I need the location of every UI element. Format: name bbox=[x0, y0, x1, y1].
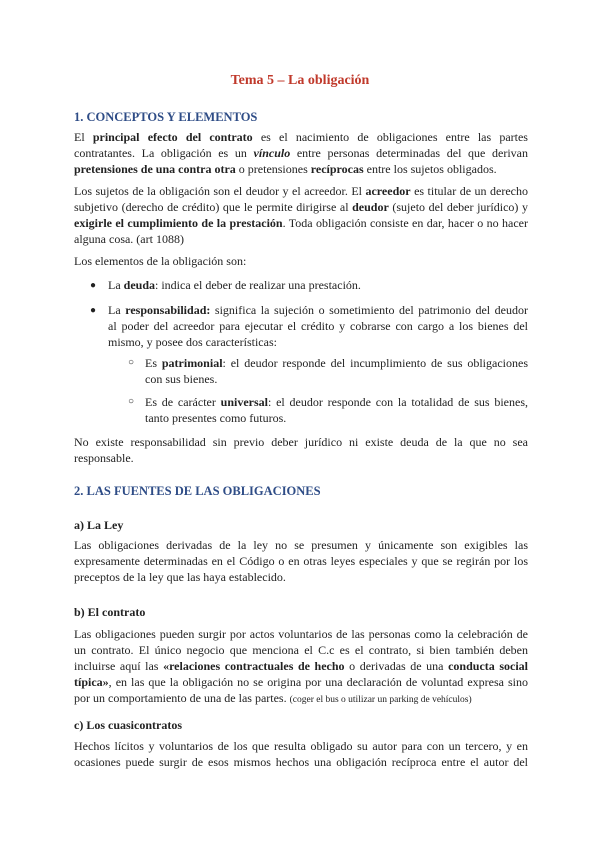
section-heading-fuentes: 2. LAS FUENTES DE LAS OBLIGACIONES bbox=[74, 484, 321, 498]
subheading-la-ley: a) La Ley bbox=[74, 518, 124, 532]
paragraph-cuasicontratos: Hechos lícitos y voluntarios de los que resulta obligado su autor para con un tercero, y en ocasiones puede surgir de esos mismos hechos una obligación recíproca entre el autor del bbox=[74, 739, 528, 769]
paragraph-no-existe: No existe responsabilidad sin previo deber jurídico ni existe deuda de la que no sea responsable. bbox=[74, 435, 528, 465]
section-heading-conceptos: 1. CONCEPTOS Y ELEMENTOS bbox=[74, 110, 258, 124]
circle-bullet-icon: ○ bbox=[128, 357, 135, 368]
subheading-el-contrato: b) El contrato bbox=[74, 605, 146, 619]
paragraph-principal-efecto: El principal efecto del contrato es el nacimiento de obligaciones entre las partes contratantes. La obligación es un vínculo entre personas determinadas del que derivan pretensiones de una contra otra o pretensiones recíprocas entre los sujetos obligados. bbox=[74, 130, 529, 176]
document-title: Tema 5 – La obligación bbox=[230, 73, 370, 88]
subheading-cuasicontratos: c) Los cuasicontratos bbox=[74, 718, 182, 732]
bullet-icon: ● bbox=[90, 305, 97, 316]
paragraph-la-ley: Las obligaciones derivadas de la ley no se presumen y únicamente son exigibles las expresamente determinadas en el Código o en otras leyes especiales y que se regirán por los preceptos de la ley que las haya establecido. bbox=[74, 538, 528, 584]
paragraph-el-contrato: Las obligaciones pueden surgir por actos voluntarios de las personas como la celebración de un contrato. El único negocio que menciona el C.c es el contrato, si bien también deben incluirse aquí las «relaciones contractuales de hecho o derivadas de una conducta social típica», en las que la obligación no se origina por una declaración de voluntad expresa sino por un comportamiento de una de las partes. (coger el bus o utilizar un parking de vehículos) bbox=[74, 627, 529, 705]
bullet-icon: ● bbox=[90, 280, 97, 291]
circle-bullet-icon: ○ bbox=[128, 396, 135, 407]
list-item-patrimonial: Es patrimonial: el deudor responde del incumplimiento de sus obligaciones con sus bienes. bbox=[145, 356, 528, 386]
paragraph-sujetos: Los sujetos de la obligación son el deudor y el acreedor. El acreedor es titular de un derecho subjetivo (derecho de crédito) que le permite dirigirse al deudor (sujeto del deber jurídico) y exigirle el cumplimiento de la prestación. Toda obligación consiste en dar, hacer o no hacer alguna cosa. (art 1088) bbox=[74, 184, 528, 246]
paragraph-elementos: Los elementos de la obligación son: bbox=[74, 254, 247, 268]
list-item-universal: Es de carácter universal: el deudor responde con la totalidad de sus bienes, tanto presentes como futuros. bbox=[145, 395, 528, 425]
list-item-responsabilidad: La responsabilidad: significa la sujeción o sometimiento del patrimonio del deudor al poder del acreedor para ejecutar el crédito y cobrarse con cargo a los bienes del mismo, y posee dos características: bbox=[108, 303, 528, 349]
list-item-deuda: La deuda: indica el deber de realizar una prestación. bbox=[108, 278, 361, 292]
